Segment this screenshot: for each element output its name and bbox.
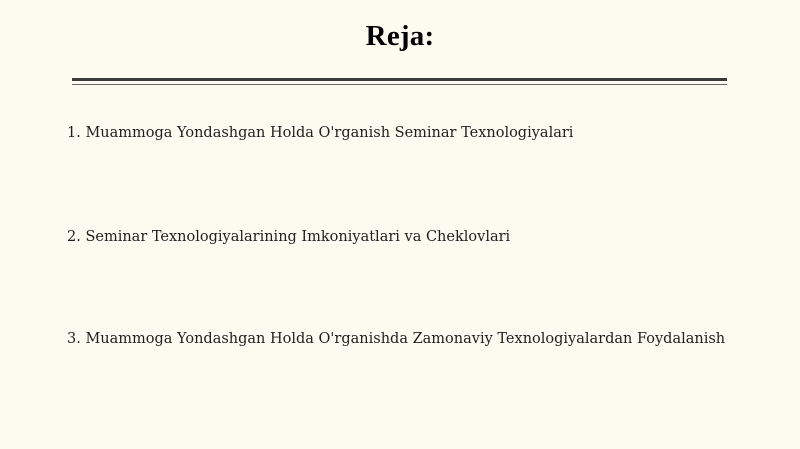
- plan-item-3: 3. Muammoga Yondashgan Holda O'rganishda Zamonaviy Texnologiyalardan Foydalanish: [67, 331, 726, 347]
- plan-item-1: 1. Muammoga Yondashgan Holda O'rganish Seminar Texnologiyalari: [67, 125, 574, 141]
- title-divider-thick: [72, 78, 727, 81]
- plan-item-2: 2. Seminar Texnologiyalarining Imkoniyatlari va Cheklovlari: [67, 229, 511, 245]
- slide-title: Reja:: [365, 20, 435, 52]
- title-divider-thin: [72, 84, 727, 85]
